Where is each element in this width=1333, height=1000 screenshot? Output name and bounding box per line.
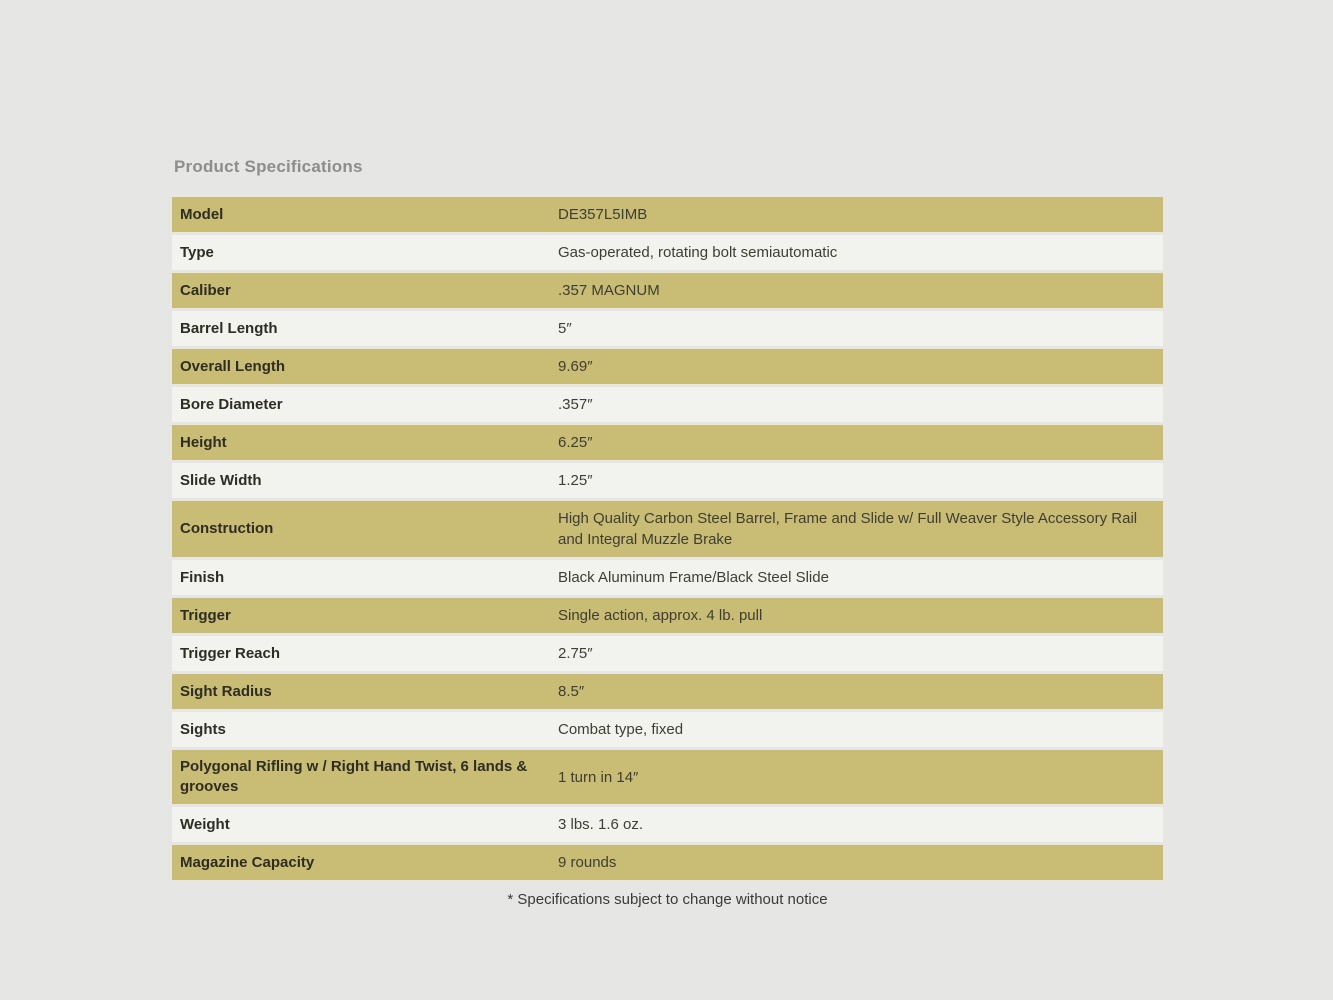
product-specifications-section [172, 157, 1163, 910]
spec-label: Construction [180, 520, 274, 537]
spec-label: Height [180, 433, 227, 451]
spec-value: 6.25″ [558, 434, 593, 451]
spec-value: .357″ [558, 396, 593, 413]
table-row [172, 311, 1163, 346]
table-row [172, 235, 1163, 270]
table-row [172, 750, 1163, 804]
spec-label: Magazine Capacity [180, 853, 315, 871]
spec-label: Slide Width [180, 471, 262, 489]
spec-value: 1 turn in 14″ [558, 768, 639, 786]
spec-label: Bore Diameter [180, 395, 283, 413]
spec-label: Sights [180, 720, 226, 738]
spec-label: Sight Radius [180, 682, 272, 700]
spec-label: Weight [180, 815, 230, 833]
table-row [172, 387, 1163, 422]
table-row [172, 197, 1163, 232]
table-row [172, 425, 1163, 460]
table-row [172, 349, 1163, 384]
table-row [172, 273, 1163, 308]
table-row [172, 560, 1163, 595]
spec-value: 2.75″ [558, 645, 593, 662]
table-row [172, 712, 1163, 747]
spec-value: 3 lbs. 1.6 oz. [558, 816, 644, 833]
spec-value: DE357L5IMB [558, 206, 648, 223]
table-row [172, 501, 1163, 557]
spec-label: Barrel Length [180, 319, 278, 337]
spec-value: Gas-operated, rotating bolt semiautomatic [558, 244, 838, 261]
spec-value: 8.5″ [558, 683, 585, 700]
table-row [172, 598, 1163, 633]
spec-label: Trigger Reach [180, 644, 281, 662]
spec-value: 9.69″ [558, 358, 593, 375]
spec-label: Model [180, 205, 224, 223]
spec-value: 9 rounds [558, 854, 617, 871]
table-row [172, 807, 1163, 842]
spec-value: Single action, approx. 4 lb. pull [558, 607, 763, 624]
spec-value: High Quality Carbon Steel Barrel, Frame and Slide w/ Full Weaver Style Accessory Rail and Integral Muzzle Brake [558, 510, 1138, 548]
spec-value: Combat type, fixed [558, 721, 684, 738]
table-row [172, 674, 1163, 709]
table-row [172, 463, 1163, 498]
spec-value: 5″ [558, 320, 572, 337]
spec-label: Type [180, 243, 214, 261]
spec-label: Trigger [180, 606, 231, 624]
spec-label: Finish [180, 568, 225, 586]
spec-value: .357 MAGNUM [558, 282, 660, 299]
table-row [172, 845, 1163, 880]
spec-table [172, 197, 1163, 880]
spec-label: Overall Length [180, 357, 286, 375]
page-title: Product Specifications [174, 157, 363, 176]
spec-value: 1.25″ [558, 472, 593, 489]
spec-value: Black Aluminum Frame/Black Steel Slide [558, 569, 829, 586]
table-row [172, 636, 1163, 671]
spec-label: Caliber [180, 281, 231, 299]
spec-footnote: * Specifications subject to change without notice [507, 891, 828, 908]
spec-label: Polygonal Rifling w / Right Hand Twist, 6 lands & grooves [180, 758, 528, 795]
